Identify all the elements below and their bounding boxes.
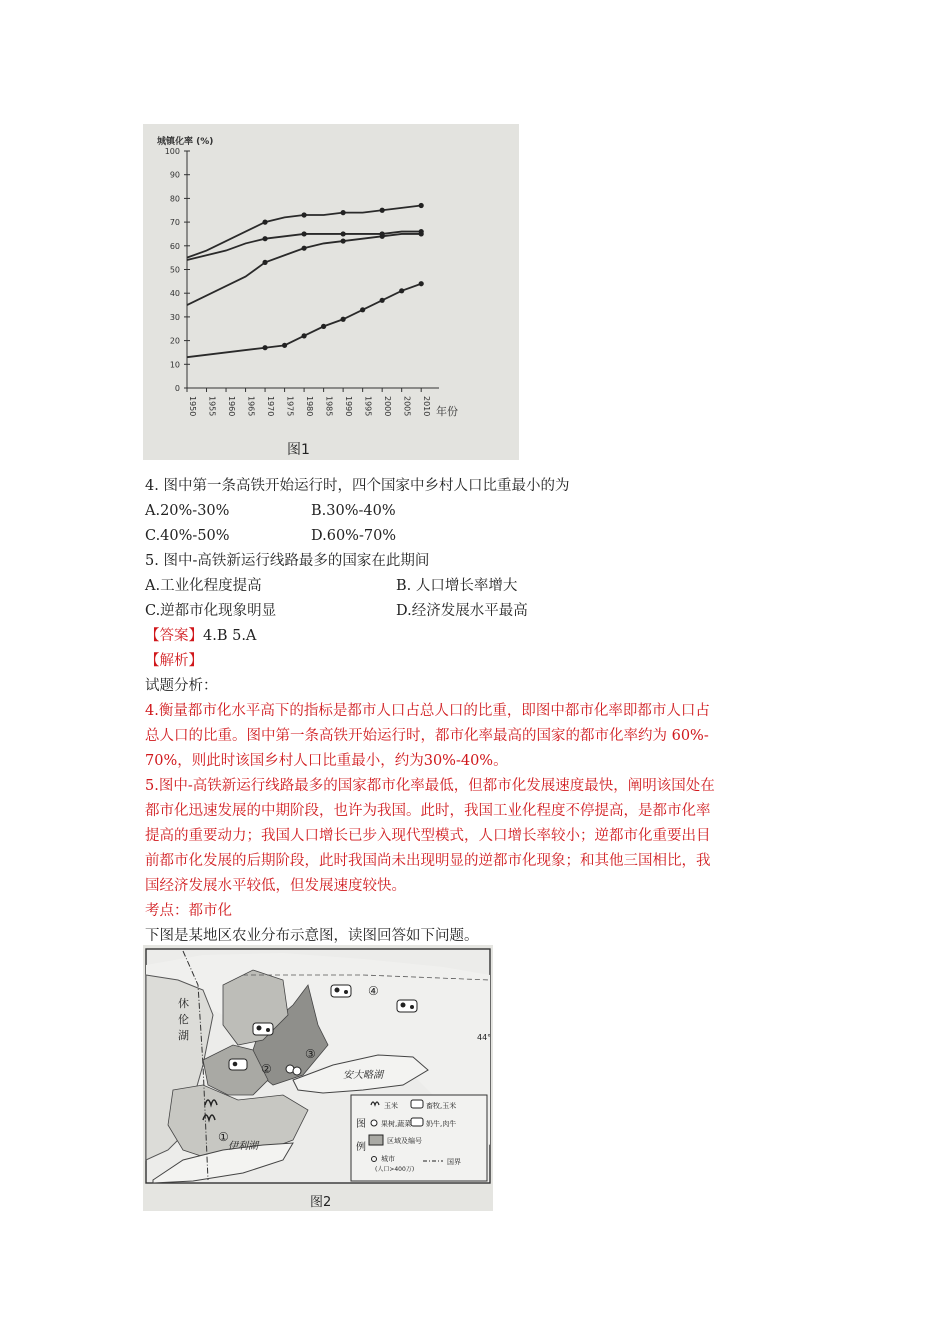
q5-option-d: D.经济发展水平最高 <box>396 603 528 619</box>
series-1-point <box>262 220 267 225</box>
x-tick-label: 1960 <box>227 396 237 417</box>
dairy-cow-icon <box>253 1023 273 1035</box>
figure-1-urbanization-chart <box>143 124 519 460</box>
legend-fruit-icon <box>371 1120 377 1126</box>
y-tick-label: 50 <box>169 265 180 275</box>
legend-border: 国界 <box>447 1158 461 1166</box>
series-1-point <box>301 212 306 217</box>
latitude-label: 44° <box>477 1033 492 1042</box>
answer-label: 【答案】 <box>145 628 203 644</box>
question-4-stem: 4. 图中第一条高铁开始运行时，四个国家中乡村人口比重最小的为 <box>145 478 570 494</box>
x-tick-label: 1965 <box>246 396 256 417</box>
x-tick-label: 1995 <box>363 396 373 417</box>
y-tick-label: 70 <box>169 218 180 228</box>
series-1-point <box>341 210 346 215</box>
series-3-point <box>262 260 267 265</box>
x-tick-label: 2000 <box>383 396 393 417</box>
analysis-q5-line1: 5.图中-高铁新运行线路最多的国家都市化率最低，但都市化发展速度最快，阐明该国处在 <box>145 778 715 794</box>
legend-region: 区域及编号 <box>387 1137 422 1145</box>
legend-city: 城市 <box>381 1155 395 1163</box>
legend-region-swatch <box>369 1135 383 1145</box>
dairy-cow-icon <box>397 1000 417 1012</box>
series-4-point <box>282 343 287 348</box>
y-tick-label: 90 <box>169 170 180 180</box>
answer-line <box>145 624 256 649</box>
y-tick-label: 0 <box>174 384 180 393</box>
region-2-label: ② <box>261 1062 272 1076</box>
q5-option-a: A.工业化程度提高 <box>145 578 262 594</box>
question-5-stem: 5. 图中-高铁新运行线路最多的国家在此期间 <box>145 553 430 569</box>
analysis-q4-line3: 70%，则此时该国乡村人口比重最小，约为30%-40%。 <box>145 753 508 769</box>
legend-livestock-icon <box>411 1100 423 1108</box>
x-tick-label: 1985 <box>324 396 334 417</box>
x-tick-label: 1990 <box>344 396 354 417</box>
q4-option-d: D.60%-70% <box>311 528 397 544</box>
analysis-q5-line3: 提高的重要动力；我国人口增长已步入现代型模式，人口增长率较小；逆都市化重要出目 <box>145 828 711 844</box>
series-3-point <box>380 234 385 239</box>
q5-option-c: C.逆都市化现象明显 <box>145 603 277 619</box>
region-4-label: ④ <box>368 984 379 998</box>
series-4-point <box>419 281 424 286</box>
legend-city-note: (人口>400万) <box>375 1166 415 1173</box>
series-4-point <box>262 345 267 350</box>
chart-xlabel: 年份 <box>436 405 458 418</box>
series-4-point <box>301 333 306 338</box>
series-1-point <box>380 208 385 213</box>
series-3-point <box>341 238 346 243</box>
analysis-label: 【解析】 <box>145 653 203 669</box>
series-3-point <box>419 231 424 236</box>
figure-2-agriculture-map <box>143 945 493 1211</box>
series-4-point <box>399 288 404 293</box>
y-tick-label: 40 <box>169 289 180 299</box>
series-4-point <box>380 298 385 303</box>
x-tick-label: 1950 <box>188 396 197 417</box>
y-tick-label: 100 <box>164 147 180 156</box>
x-tick-label: 1975 <box>285 396 295 417</box>
x-tick-label: 2010 <box>422 396 432 417</box>
analysis-q4-line1: 4.衡量都市化水平高下的指标是都市人口占总人口的比重，即图中都市化率即都市人口占 <box>145 703 710 719</box>
legend-corn: 玉米 <box>384 1102 398 1110</box>
q4-option-c: C.40%-50% <box>145 528 230 544</box>
lake-huron-char-1: 休 <box>178 997 189 1010</box>
analysis-q5-line2: 都市化迅速发展的中期阶段，也许为我国。此时，我国工业化程度不停提高，是都市化率 <box>145 803 711 819</box>
y-tick-label: 30 <box>169 312 180 322</box>
x-tick-label: 2005 <box>402 396 412 417</box>
y-tick-label: 80 <box>169 194 180 204</box>
region-1-label: ① <box>218 1130 229 1144</box>
kaodian: 考点：都市化 <box>145 903 232 919</box>
legend-dairy: 奶牛,肉牛 <box>426 1120 457 1128</box>
figure-2-caption: 图2 <box>310 1195 332 1210</box>
q5-option-b: B. 人口增长率增大 <box>396 578 518 594</box>
urbanization-line-chart <box>143 124 519 460</box>
series-2-point <box>301 231 306 236</box>
lake-erie-label: 伊利湖 <box>228 1141 258 1152</box>
series-4-point <box>360 307 365 312</box>
lake-huron-char-2: 伦 <box>178 1013 189 1026</box>
q4-option-a: A.20%-30% <box>145 503 230 519</box>
livestock-corn-icon <box>229 1059 247 1070</box>
dairy-cow-icon <box>331 985 351 997</box>
region-3-label: ③ <box>305 1047 316 1061</box>
series-2-point <box>341 231 346 236</box>
answer-value: 4.B 5.A <box>203 628 257 644</box>
x-tick-label: 1980 <box>305 396 315 417</box>
x-tick-label: 1955 <box>207 396 217 417</box>
q4-option-b: B.30%-40% <box>311 503 396 519</box>
series-4-point <box>321 324 326 329</box>
lake-huron-char-3: 湖 <box>178 1029 189 1042</box>
legend-title-char-1: 图 <box>356 1119 366 1130</box>
y-tick-label: 60 <box>169 241 180 251</box>
legend-fruit: 果树,蔬菜 <box>381 1120 412 1128</box>
analysis-q4-line2: 总人口的比重。图中第一条高铁开始运行时，都市化率最高的国家的都市化率约为 60%- <box>145 728 709 744</box>
series-2-point <box>262 236 267 241</box>
series-3-point <box>301 246 306 251</box>
analysis-intro: 试题分析： <box>145 678 218 694</box>
series-1-point <box>419 203 424 208</box>
legend-dairy-icon <box>411 1118 423 1126</box>
x-tick-label: 1970 <box>266 396 276 417</box>
analysis-q5-line5: 国经济发展水平较低，但发展速度较快。 <box>145 878 406 894</box>
chart-ylabel: 城镇化率 (%) <box>157 137 214 147</box>
series-4-point <box>341 317 346 322</box>
legend-title-char-2: 例 <box>356 1142 366 1153</box>
analysis-q5-line4: 前都市化发展的后期阶段，此时我国尚未出现明显的逆都市化现象；和其他三国相比，我 <box>145 853 711 869</box>
figure-1-caption: 图1 <box>287 442 310 458</box>
figure-2-intro: 下图是某地区农业分布示意图，读图回答如下问题。 <box>145 928 479 944</box>
legend-livestock: 畜牧,玉米 <box>426 1102 457 1110</box>
agriculture-map <box>143 945 493 1211</box>
y-tick-label: 10 <box>169 360 180 370</box>
map-legend <box>351 1095 487 1181</box>
lake-ontario-label: 安大略湖 <box>343 1070 383 1081</box>
y-tick-label: 20 <box>169 336 180 346</box>
